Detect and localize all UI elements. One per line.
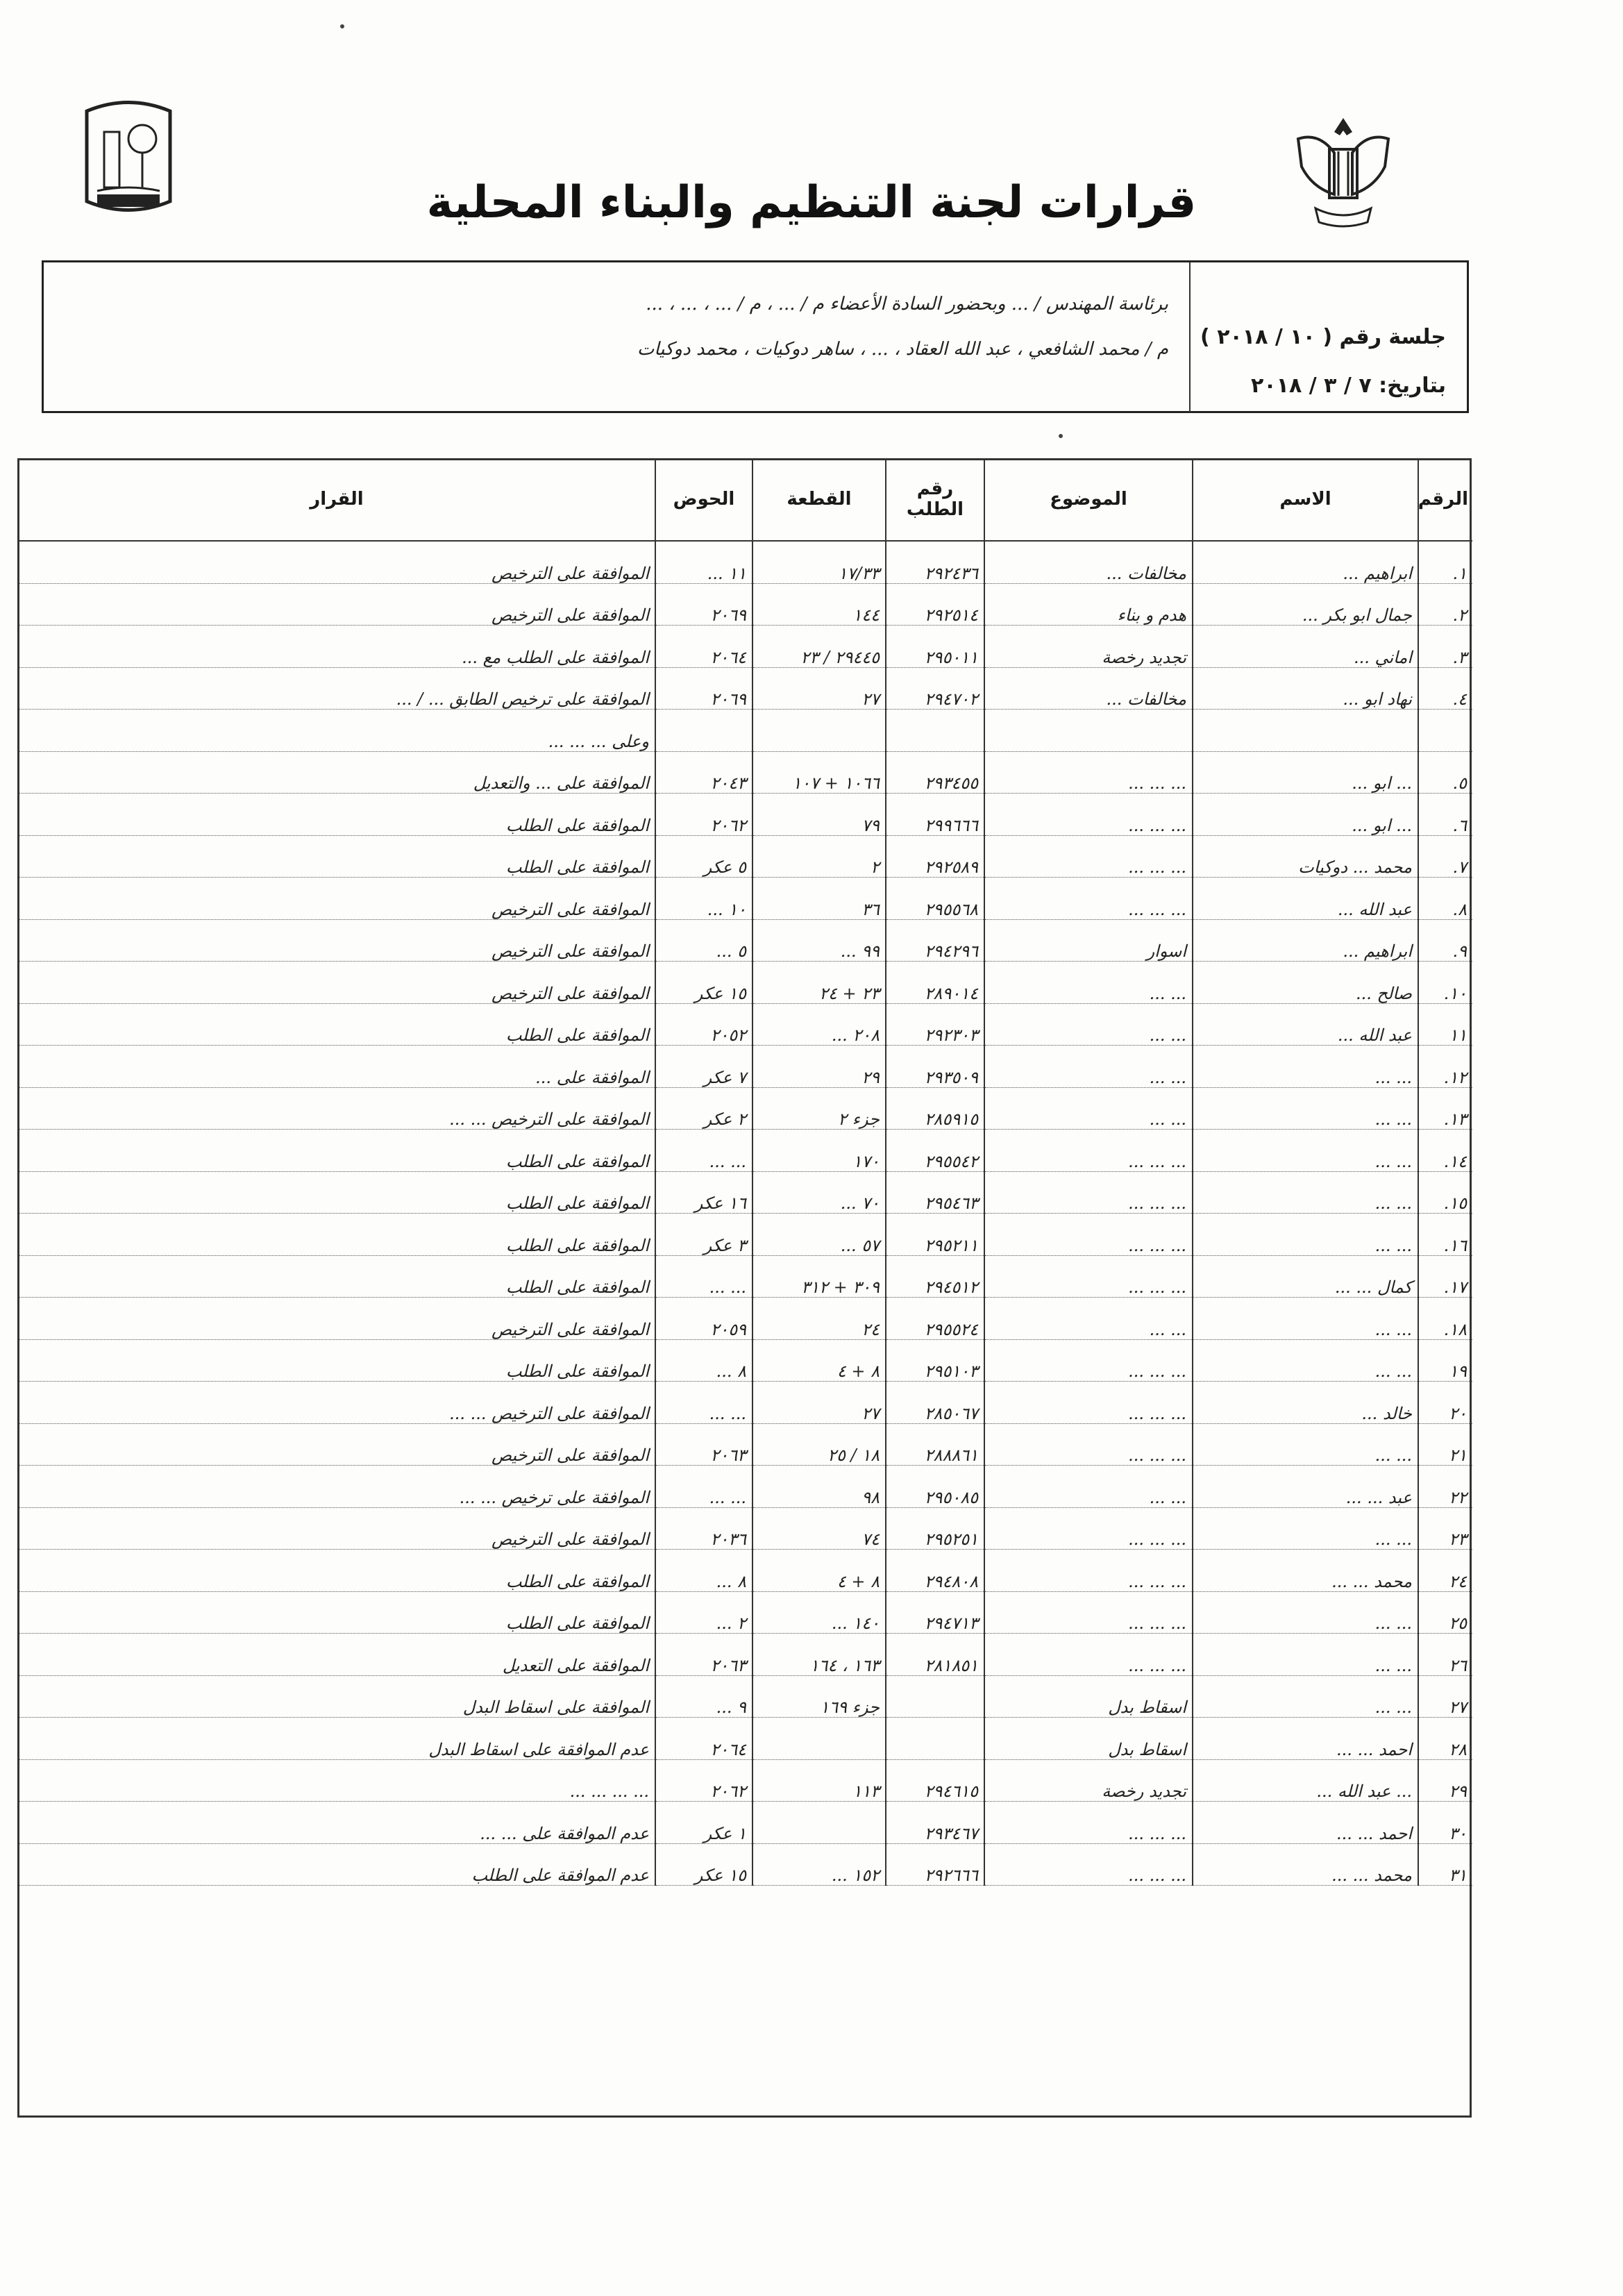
row-decision: الموافقة على الطلب [18,1171,655,1214]
row-decision: الموافقة على الطلب [18,1130,655,1172]
row-name: ... ... [1193,1591,1418,1634]
row-decision: الموافقة على اسقاط البدل [18,1675,655,1718]
table-row [18,1802,1472,1844]
table-row [18,794,1472,836]
row-name: ... عبد الله ... [1193,1759,1418,1802]
row-basin: ١٦ عكر [655,1171,752,1214]
row-basin: ٥ ... [655,919,752,962]
row-number: ١٣. [1418,1087,1472,1130]
row-request: ٢٩٥٢٥١ [886,1507,984,1550]
attendees-line-2: م / محمد الشافعي ، عبد الله العقاد ، ... ، ساهر دوكيات ، محمد دوكيات [637,339,1168,360]
session-number: جلسة رقم ( ١٠ / ٢٠١٨ ) [1200,325,1446,349]
row-name: صالح ... [1193,962,1418,1004]
row-number: ٢٦ [1418,1634,1472,1676]
row-decision: الموافقة على ... والتعديل [18,751,655,794]
stray-mark [340,24,344,28]
row-subject: مخالفات ... [984,541,1193,583]
row-subject: ... ... ... [984,1634,1193,1676]
row-number: ٢٤ [1418,1550,1472,1592]
row-plot: ٨ + ٤ [752,1550,886,1592]
row-plot: ٧٠ ... [752,1171,886,1214]
row-number: ٥. [1418,751,1472,794]
row-number: ٢٥ [1418,1591,1472,1634]
session-header-box [42,260,1469,413]
table-row [18,1046,1472,1088]
row-plot: ٣٦ [752,878,886,920]
row-basin: ١٥ عكر [655,962,752,1004]
row-plot: ١٠٦٦ + ١٠٧ [752,751,886,794]
row-number: ١٥. [1418,1171,1472,1214]
row-decision: الموافقة على ترخيص الطابق ... / ... [18,667,655,710]
row-request: ٢٩٢٤٣٦ [886,541,984,583]
table-row [18,1087,1472,1130]
row-basin: ١٥ عكر [655,1843,752,1886]
row-basin: ٢٠٦٣ [655,1423,752,1466]
table-row [18,1255,1472,1298]
col-header-name: الاسم [1193,458,1418,541]
row-subject: ... ... ... [984,1214,1193,1256]
row-name: محمد ... ... [1193,1550,1418,1592]
row-subject: ... ... ... [984,1843,1193,1886]
table-row [18,1843,1472,1886]
table-row [18,962,1472,1004]
row-plot: ٧٩ [752,794,886,836]
row-decision: الموافقة على ترخيص ... ... [18,1466,655,1508]
row-decision: الموافقة على التعديل [18,1634,655,1676]
header-divider [1189,262,1191,412]
row-plot: ٩٨ [752,1466,886,1508]
row-number: ١٧. [1418,1255,1472,1298]
row-request [886,710,984,752]
row-name: ابراهيم ... [1193,919,1418,962]
row-name: جمال ابو بكر ... [1193,583,1418,626]
row-number: ٤. [1418,667,1472,710]
row-request: ٢٨١٨٥١ [886,1634,984,1676]
row-number: ٢١ [1418,1423,1472,1466]
row-name [1193,710,1418,752]
row-subject: ... ... ... [984,1550,1193,1592]
table-row [18,1675,1472,1718]
row-request [886,1675,984,1718]
row-subject: اسقاط بدل [984,1675,1193,1718]
row-decision: الموافقة على الطلب [18,1339,655,1382]
row-subject: ... ... ... [984,1255,1193,1298]
row-plot [752,1802,886,1844]
row-number: ٢٣ [1418,1507,1472,1550]
row-request: ٢٩٣٤٦٧ [886,1802,984,1844]
row-number: ٢٧ [1418,1675,1472,1718]
row-name: احمد ... ... [1193,1718,1418,1760]
row-decision: ... ... ... ... [18,1759,655,1802]
row-subject: ... ... ... [984,794,1193,836]
row-request: ٢٩٥٠٨٥ [886,1466,984,1508]
row-request: ٢٩٢٣٠٣ [886,1003,984,1046]
session-date: بتاريخ: ٧ / ٣ / ٢٠١٨ [1251,374,1446,398]
table-row [18,1298,1472,1340]
row-subject: ... ... [984,962,1193,1004]
row-plot: ٣٠٩ + ٣١٢ [752,1255,886,1298]
row-basin: ٢٠٦٢ [655,794,752,836]
row-name: ... ... [1193,1507,1418,1550]
table-row [18,1382,1472,1424]
row-name: ... ... [1193,1046,1418,1088]
row-name: عبد الله ... [1193,1003,1418,1046]
row-plot: ١٨ / ٢٥ [752,1423,886,1466]
row-name: نهاد ابو ... [1193,667,1418,710]
row-basin: ٨ ... [655,1339,752,1382]
row-request: ٢٩٥٤٦٣ [886,1171,984,1214]
row-name: ... ابو ... [1193,751,1418,794]
row-subject: ... ... ... [984,835,1193,878]
row-request: ٢٩٥٥٤٢ [886,1130,984,1172]
row-plot: جزء ٢ [752,1087,886,1130]
row-request: ٢٩٤٧٠٢ [886,667,984,710]
row-decision: الموافقة على الترخيص [18,541,655,583]
row-request: ٢٨٥٩١٥ [886,1087,984,1130]
row-plot: ١٦٣ ، ١٦٤ [752,1634,886,1676]
col-header-subject: الموضوع [984,458,1193,541]
row-subject: اسوار [984,919,1193,962]
row-name: ... ... [1193,1214,1418,1256]
row-subject: ... ... ... [984,1423,1193,1466]
row-name: محمد ... دوكيات [1193,835,1418,878]
table-row [18,1507,1472,1550]
row-subject: ... ... ... [984,1591,1193,1634]
row-decision: الموافقة على الطلب [18,1550,655,1592]
row-request: ٢٩٥٠١١ [886,626,984,668]
col-header-plot: القطعة [752,458,886,541]
row-name: ... ... [1193,1675,1418,1718]
row-subject: مخالفات ... [984,667,1193,710]
row-basin: ٢٠٣٦ [655,1507,752,1550]
row-name: ... ... [1193,1339,1418,1382]
row-plot: ٢ [752,835,886,878]
table-row [18,626,1472,668]
row-request: ٢٩٥١٠٣ [886,1339,984,1382]
row-name: عبد ... ... [1193,1466,1418,1508]
row-subject: تجديد رخصة [984,1759,1193,1802]
row-number: ٢٨ [1418,1718,1472,1760]
row-number: ٢٠ [1418,1382,1472,1424]
row-decision: الموافقة على الطلب [18,1591,655,1634]
table-row [18,583,1472,626]
row-decision: الموافقة على الترخيص [18,919,655,962]
row-decision: الموافقة على الترخيص [18,1507,655,1550]
col-header-request: رقم الطلب [886,458,984,541]
row-request: ٢٩٤٥١٢ [886,1255,984,1298]
row-number: ١١ [1418,1003,1472,1046]
row-subject: ... ... ... [984,1171,1193,1214]
table-row [18,667,1472,710]
row-decision: الموافقة على الترخيص [18,583,655,626]
row-plot: ٩٩ ... [752,919,886,962]
row-plot: ١٤٠ ... [752,1591,886,1634]
row-request: ٢٩٢٥٨٩ [886,835,984,878]
row-request: ٢٨٩٠١٤ [886,962,984,1004]
table-header-row [18,458,1472,541]
row-basin [655,710,752,752]
row-name: ... ... [1193,1087,1418,1130]
row-request: ٢٩٤٢٩٦ [886,919,984,962]
row-plot: ٢٧ [752,1382,886,1424]
table-row [18,1423,1472,1466]
row-basin: ٢٠٦٢ [655,1759,752,1802]
row-subject: ... ... ... [984,1507,1193,1550]
row-plot: ٥٧ ... [752,1214,886,1256]
row-name: ... ... [1193,1130,1418,1172]
table-row [18,919,1472,962]
row-subject: ... ... ... [984,878,1193,920]
row-basin: ٩ ... [655,1675,752,1718]
row-number: ٦. [1418,794,1472,836]
row-number: ٣٠ [1418,1802,1472,1844]
row-number: ٢. [1418,583,1472,626]
row-plot: جزء ١٦٩ [752,1675,886,1718]
row-decision: الموافقة على الترخيص [18,962,655,1004]
table-row [18,1130,1472,1172]
row-basin: ٢ عكر [655,1087,752,1130]
row-number: ٨. [1418,878,1472,920]
row-decision: الموافقة على الطلب [18,794,655,836]
row-decision: الموافقة على الترخيص [18,1298,655,1340]
row-basin: ... ... [655,1255,752,1298]
row-request: ٢٩٤٧١٣ [886,1591,984,1634]
row-decision: عدم الموافقة على ... ... [18,1802,655,1844]
row-basin: ... ... [655,1466,752,1508]
row-subject: اسقاط بدل [984,1718,1193,1760]
row-plot: ٢٧ [752,667,886,710]
row-basin: ١١ ... [655,541,752,583]
row-number: ٣١ [1418,1843,1472,1886]
row-request: ٢٩٢٦٦٦ [886,1843,984,1886]
row-number: ١٩ [1418,1339,1472,1382]
row-request: ٢٩٤٨٠٨ [886,1550,984,1592]
row-decision: الموافقة على الترخيص [18,1423,655,1466]
row-number: ٩. [1418,919,1472,962]
row-number: ٢٢ [1418,1466,1472,1508]
table-row [18,878,1472,920]
table-row [18,1003,1472,1046]
row-decision: وعلى ... ... ... [18,710,655,752]
row-request: ٢٩٣٤٥٥ [886,751,984,794]
row-number: ١٤. [1418,1130,1472,1172]
row-basin: ١٠ ... [655,878,752,920]
row-subject: هدم و بناء [984,583,1193,626]
row-subject: ... ... [984,1087,1193,1130]
row-request: ٢٨٥٠٦٧ [886,1382,984,1424]
row-plot: ١٤٤ [752,583,886,626]
row-basin: ٥ عكر [655,835,752,878]
table-row [18,1718,1472,1760]
page-title: قرارات لجنة التنظيم والبناء المحلية [426,177,1197,228]
row-basin: ٣ عكر [655,1214,752,1256]
row-basin: ٢٠٤٣ [655,751,752,794]
table-row [18,1634,1472,1676]
row-request: ٢٩٢٥١٤ [886,583,984,626]
row-plot: ١٧٠ [752,1130,886,1172]
row-basin: ٢٠٥٢ [655,1003,752,1046]
attendees-line-1: برئاسة المهندس / ... وبحضور السادة الأعضاء م / ... ، م / ... ، ... ، ... [646,294,1168,315]
row-name: خالد ... [1193,1382,1418,1424]
col-header-number: الرقم [1418,458,1472,541]
row-name: ... ... [1193,1634,1418,1676]
row-name: ابراهيم ... [1193,541,1418,583]
col-header-basin: الحوض [655,458,752,541]
row-subject: ... ... [984,1298,1193,1340]
table-row [18,541,1472,583]
row-decision: الموافقة على الطلب [18,1255,655,1298]
row-decision: الموافقة على الترخيص ... ... [18,1382,655,1424]
row-plot: ٢٤ [752,1298,886,1340]
row-name: كمال ... ... [1193,1255,1418,1298]
row-name: عبد الله ... [1193,878,1418,920]
table-row [18,1759,1472,1802]
row-plot: ٢٠٨ ... [752,1003,886,1046]
table-row [18,751,1472,794]
row-basin: ٢٠٦٩ [655,667,752,710]
row-plot: ١١٣ [752,1759,886,1802]
row-name: ... ابو ... [1193,794,1418,836]
row-request: ٢٩٤٦١٥ [886,1759,984,1802]
row-basin: ٢٠٥٩ [655,1298,752,1340]
row-decision: عدم الموافقة على الطلب [18,1843,655,1886]
row-number: ٧. [1418,835,1472,878]
row-request: ٢٩٥٥٢٤ [886,1298,984,1340]
row-decision: الموافقة على الطلب [18,835,655,878]
row-subject: ... ... ... [984,1382,1193,1424]
row-basin: ٨ ... [655,1550,752,1592]
row-decision: الموافقة على الطلب [18,1214,655,1256]
row-number: ١. [1418,541,1472,583]
table-row [18,1466,1472,1508]
row-request [886,1718,984,1760]
row-plot: ٨ + ٤ [752,1339,886,1382]
row-subject: ... ... ... [984,1130,1193,1172]
row-name: ... ... [1193,1423,1418,1466]
row-basin: ٧ عكر [655,1046,752,1088]
row-name: ... ... [1193,1298,1418,1340]
row-subject: تجديد رخصة [984,626,1193,668]
row-subject: ... ... [984,1046,1193,1088]
row-plot: ٢٩ [752,1046,886,1088]
col-header-decision: القرار [18,458,655,541]
row-request: ٢٨٨٨٦١ [886,1423,984,1466]
row-plot: ١٧/٣٣ [752,541,886,583]
row-subject: ... ... ... [984,1339,1193,1382]
decisions-table [17,458,1472,1886]
table-row [18,1214,1472,1256]
table-row [18,710,1472,752]
row-decision: الموافقة على الترخيص [18,878,655,920]
row-basin: ٢٠٦٤ [655,626,752,668]
row-basin: ... ... [655,1382,752,1424]
row-subject [984,710,1193,752]
row-number: ١٠. [1418,962,1472,1004]
row-request: ٢٩٥٥٦٨ [886,878,984,920]
row-request: ٢٩٣٥٠٩ [886,1046,984,1088]
row-name: محمد ... ... [1193,1843,1418,1886]
row-number: ٢٩ [1418,1759,1472,1802]
row-basin: ... ... [655,1130,752,1172]
row-subject: ... ... ... [984,751,1193,794]
row-plot: ٢٣ + ٢٤ [752,962,886,1004]
table-row [18,1550,1472,1592]
row-plot: ١٥٢ ... [752,1843,886,1886]
table-row [18,835,1472,878]
row-subject: ... ... [984,1003,1193,1046]
row-decision: الموافقة على الطلب [18,1003,655,1046]
row-plot: ٢٩٤٤٥ / ٢٣ [752,626,886,668]
row-decision: الموافقة على ... [18,1046,655,1088]
row-basin: ٢٠٦٣ [655,1634,752,1676]
row-request: ٢٩٥٢١١ [886,1214,984,1256]
row-name: اماني ... [1193,626,1418,668]
row-decision: الموافقة على الطلب مع ... [18,626,655,668]
row-basin: ٢٠٦٩ [655,583,752,626]
row-number: ٣. [1418,626,1472,668]
row-subject: ... ... [984,1466,1193,1508]
row-decision: الموافقة على الترخيص ... ... [18,1087,655,1130]
table-row [18,1171,1472,1214]
row-plot [752,710,886,752]
row-number [1418,710,1472,752]
row-plot [752,1718,886,1760]
row-number: ١٢. [1418,1046,1472,1088]
stray-mark [1059,434,1063,438]
row-decision: عدم الموافقة على اسقاط البدل [18,1718,655,1760]
row-name: احمد ... ... [1193,1802,1418,1844]
row-number: ١٨. [1418,1298,1472,1340]
row-basin: ٢ ... [655,1591,752,1634]
row-subject: ... ... ... [984,1802,1193,1844]
table-row [18,1339,1472,1382]
row-number: ١٦. [1418,1214,1472,1256]
row-plot: ٧٤ [752,1507,886,1550]
row-name: ... ... [1193,1171,1418,1214]
table-row [18,1591,1472,1634]
row-basin: ٢٠٦٤ [655,1718,752,1760]
row-basin: ١ عكر [655,1802,752,1844]
row-request: ٢٩٩٦٦٦ [886,794,984,836]
